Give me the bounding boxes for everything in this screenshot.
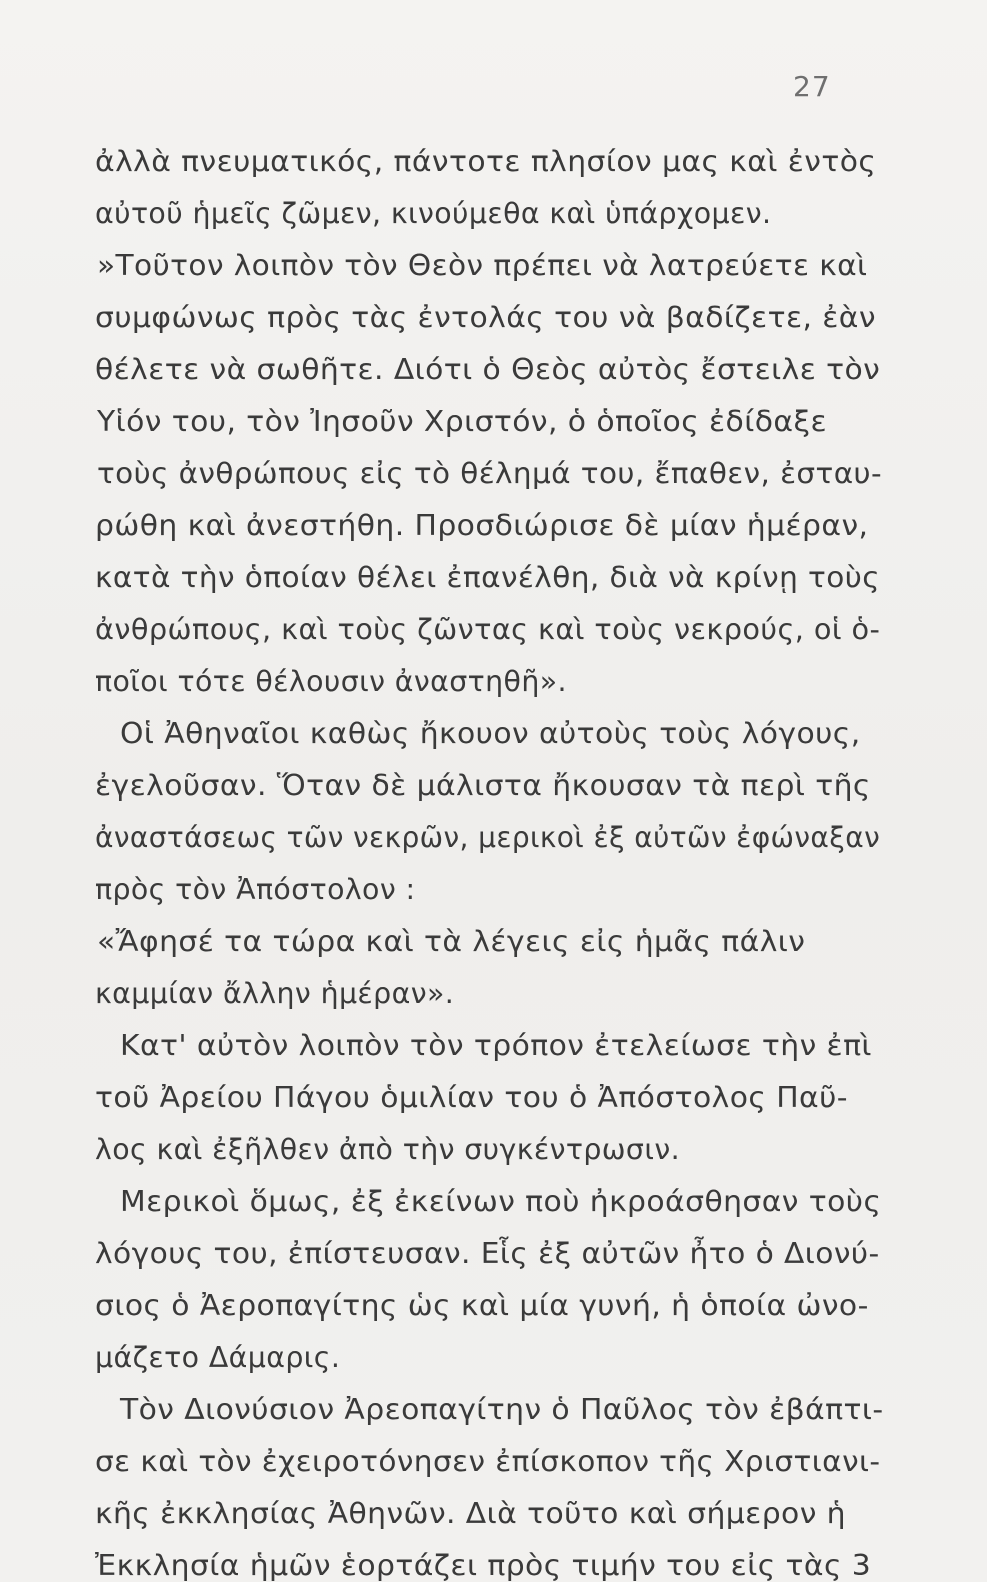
text-line-19: τοῦ Ἀρείου Πάγου ὁμιλίαν του ὁ Ἀπόστολος Παῦ- <box>95 1081 848 1114</box>
text-line-10: ἀνθρώπους, καὶ τοὺς ζῶντας καὶ τοὺς νεκρούς, οἱ ὁ- <box>95 613 881 646</box>
text-line-21: Μερικοὶ ὅμως, ἐξ ἐκείνων ποὺ ἠκροάσθησαν τοὺς <box>120 1185 882 1218</box>
text-line-3: »Τοῦτον λοιπὸν τὸν Θεὸν πρέπει νὰ λατρεύετε καὶ <box>97 249 868 282</box>
text-line-7: τοὺς ἀνθρώπους εἰς τὸ θέλημά του, ἔπαθεν, ἐσταυ- <box>97 457 883 490</box>
text-line-25: Τὸν Διονύσιον Ἀρεοπαγίτην ὁ Παῦλος τὸν ἐβάπτι- <box>120 1393 884 1426</box>
text-line-18: Κατ' αὐτὸν λοιπὸν τὸν τρόπον ἐτελείωσε τὴν ἐπὶ <box>120 1029 872 1062</box>
text-line-9: κατὰ τὴν ὁποίαν θέλει ἐπανέλθη, διὰ νὰ κρίνῃ τοὺς <box>95 561 881 594</box>
text-line-22: λόγους του, ἐπίστευσαν. Εἷς ἐξ αὐτῶν ἦτο ὁ Διονύ- <box>95 1237 880 1270</box>
text-line-20: λος καὶ ἐξῆλθεν ἀπὸ τὴν συγκέντρωσιν. <box>95 1133 681 1166</box>
text-line-14: ἀναστάσεως τῶν νεκρῶν, μερικοὶ ἐξ αὐτῶν ἐφώναξαν <box>95 821 881 854</box>
text-line-12: Οἱ Ἀθηναῖοι καθὼς ἤκουον αὐτοὺς τοὺς λόγους, <box>120 717 861 750</box>
text-line-24: μάζετο Δάμαρις. <box>95 1341 341 1374</box>
text-line-23: σιος ὁ Ἀεροπαγίτης ὡς καὶ μία γυνή, ἡ ὁποία ὠνο- <box>95 1289 869 1322</box>
text-line-13: ἐγελοῦσαν. Ὅταν δὲ μάλιστα ἤκουσαν τὰ περὶ τῆς <box>95 769 871 802</box>
text-line-27: κῆς ἐκκλησίας Ἀθηνῶν. Διὰ τοῦτο καὶ σήμερον ἡ <box>95 1497 846 1530</box>
text-line-8: ρώθη καὶ ἀνεστήθη. Προσδιώρισε δὲ μίαν ἡμέραν, <box>95 509 869 542</box>
text-line-28: Ἐκκλησία ἡμῶν ἑορτάζει πρὸς τιμήν του εἰς τὰς 3 <box>95 1549 872 1582</box>
text-line-5: θέλετε νὰ σωθῆτε. Διότι ὁ Θεὸς αὐτὸς ἔστειλε τὸν <box>95 353 881 386</box>
page-number: 27 <box>793 70 831 103</box>
text-line-2: αὐτοῦ ἡμεῖς ζῶμεν, κινούμεθα καὶ ὑπάρχομεν. <box>95 197 772 230</box>
text-line-26: σε καὶ τὸν ἐχειροτόνησεν ἐπίσκοπον τῆς Χριστιανι- <box>95 1445 881 1478</box>
text-line-4: συμφώνως πρὸς τὰς ἐντολάς του νὰ βαδίζετε, ἐὰν <box>95 301 876 334</box>
text-line-11: ποῖοι τότε θέλουσιν ἀναστηθῆ». <box>95 665 567 698</box>
text-line-1: ἀλλὰ πνευματικός, πάντοτε πλησίον μας καὶ ἐντὸς <box>95 145 877 178</box>
text-line-16: «Ἄφησέ τα τώρα καὶ τὰ λέγεις εἰς ἡμᾶς πάλιν <box>97 925 806 958</box>
text-line-6: Υἱόν του, τὸν Ἰησοῦν Χριστόν, ὁ ὁποῖος ἐδίδαξε <box>97 405 828 438</box>
text-line-15: πρὸς τὸν Ἀπόστολον : <box>95 873 416 906</box>
text-line-17: καμμίαν ἄλλην ἡμέραν». <box>95 977 455 1010</box>
